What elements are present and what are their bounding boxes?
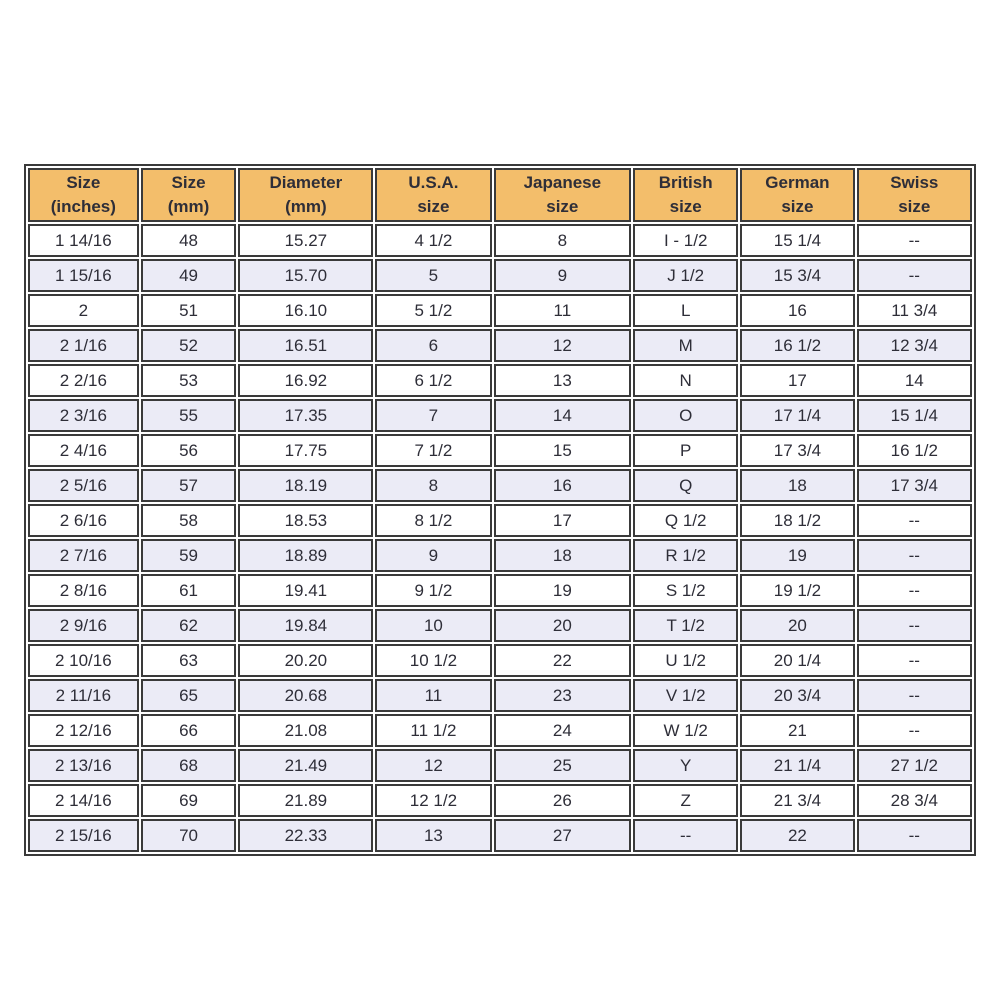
- cell-german-size: 17: [740, 364, 854, 397]
- cell-german-size: 15 1/4: [740, 224, 854, 257]
- cell-diameter-mm: 18.89: [238, 539, 373, 572]
- cell-japanese-size: 23: [494, 679, 632, 712]
- cell-size-mm: 61: [141, 574, 237, 607]
- cell-diameter-mm: 20.20: [238, 644, 373, 677]
- header-label-line1: German: [765, 173, 830, 192]
- table-row: [28, 644, 972, 677]
- cell-japanese-size: 24: [494, 714, 632, 747]
- cell-usa-size: 8 1/2: [375, 504, 491, 537]
- cell-size-mm: 63: [141, 644, 237, 677]
- cell-size-mm: 56: [141, 434, 237, 467]
- cell-german-size: 18: [740, 469, 854, 502]
- header-label-line1: Size: [66, 173, 101, 192]
- cell-size-mm: 66: [141, 714, 237, 747]
- cell-british-size: J 1/2: [633, 259, 738, 292]
- table-row: [28, 399, 972, 432]
- cell-swiss-size: --: [857, 504, 972, 537]
- header-cell-diameter-mm: [238, 168, 373, 222]
- cell-size-mm: 49: [141, 259, 237, 292]
- cell-british-size: Y: [633, 749, 738, 782]
- header-cell-japanese-size: [494, 168, 632, 222]
- cell-japanese-size: 8: [494, 224, 632, 257]
- header-row: [28, 168, 972, 222]
- cell-diameter-mm: 21.08: [238, 714, 373, 747]
- cell-diameter-mm: 18.53: [238, 504, 373, 537]
- table-row: [28, 609, 972, 642]
- table-row: [28, 714, 972, 747]
- cell-british-size: R 1/2: [633, 539, 738, 572]
- cell-usa-size: 5 1/2: [375, 294, 491, 327]
- cell-german-size: 19 1/2: [740, 574, 854, 607]
- cell-size-inches: 2 3/16: [28, 399, 139, 432]
- cell-usa-size: 9: [375, 539, 491, 572]
- cell-usa-size: 11 1/2: [375, 714, 491, 747]
- cell-diameter-mm: 20.68: [238, 679, 373, 712]
- cell-diameter-mm: 21.89: [238, 784, 373, 817]
- cell-swiss-size: 27 1/2: [857, 749, 972, 782]
- cell-size-mm: 62: [141, 609, 237, 642]
- cell-diameter-mm: 15.70: [238, 259, 373, 292]
- cell-usa-size: 4 1/2: [375, 224, 491, 257]
- table-row: [28, 329, 972, 362]
- table-row: [28, 504, 972, 537]
- cell-usa-size: 12 1/2: [375, 784, 491, 817]
- cell-diameter-mm: 17.35: [238, 399, 373, 432]
- cell-swiss-size: --: [857, 224, 972, 257]
- cell-usa-size: 13: [375, 819, 491, 852]
- cell-japanese-size: 22: [494, 644, 632, 677]
- cell-british-size: N: [633, 364, 738, 397]
- cell-german-size: 16: [740, 294, 854, 327]
- cell-german-size: 17 1/4: [740, 399, 854, 432]
- table-row: [28, 434, 972, 467]
- cell-german-size: 20 1/4: [740, 644, 854, 677]
- cell-diameter-mm: 16.51: [238, 329, 373, 362]
- cell-diameter-mm: 22.33: [238, 819, 373, 852]
- cell-size-inches: 2 12/16: [28, 714, 139, 747]
- table-body: [28, 224, 972, 852]
- cell-swiss-size: 16 1/2: [857, 434, 972, 467]
- cell-diameter-mm: 18.19: [238, 469, 373, 502]
- cell-swiss-size: 17 3/4: [857, 469, 972, 502]
- cell-german-size: 18 1/2: [740, 504, 854, 537]
- cell-japanese-size: 15: [494, 434, 632, 467]
- table-row: [28, 749, 972, 782]
- cell-size-mm: 51: [141, 294, 237, 327]
- cell-size-inches: 2 2/16: [28, 364, 139, 397]
- cell-german-size: 21: [740, 714, 854, 747]
- cell-german-size: 20 3/4: [740, 679, 854, 712]
- cell-german-size: 20: [740, 609, 854, 642]
- cell-diameter-mm: 19.84: [238, 609, 373, 642]
- cell-size-mm: 70: [141, 819, 237, 852]
- table-row: [28, 259, 972, 292]
- cell-japanese-size: 18: [494, 539, 632, 572]
- cell-british-size: U 1/2: [633, 644, 738, 677]
- header-label-line2: size: [781, 197, 814, 216]
- cell-japanese-size: 13: [494, 364, 632, 397]
- cell-japanese-size: 17: [494, 504, 632, 537]
- cell-german-size: 21 1/4: [740, 749, 854, 782]
- cell-japanese-size: 25: [494, 749, 632, 782]
- cell-swiss-size: --: [857, 574, 972, 607]
- cell-swiss-size: --: [857, 644, 972, 677]
- cell-usa-size: 7: [375, 399, 491, 432]
- cell-size-inches: 2 9/16: [28, 609, 139, 642]
- header-label-line1: Diameter: [269, 173, 343, 192]
- cell-british-size: --: [633, 819, 738, 852]
- cell-swiss-size: 12 3/4: [857, 329, 972, 362]
- header-cell-swiss-size: [857, 168, 972, 222]
- cell-diameter-mm: 15.27: [238, 224, 373, 257]
- cell-german-size: 15 3/4: [740, 259, 854, 292]
- cell-size-inches: 1 15/16: [28, 259, 139, 292]
- cell-british-size: Q: [633, 469, 738, 502]
- cell-japanese-size: 11: [494, 294, 632, 327]
- header-label-line2: (inches): [50, 197, 116, 216]
- cell-german-size: 19: [740, 539, 854, 572]
- cell-size-inches: 2 15/16: [28, 819, 139, 852]
- cell-british-size: Q 1/2: [633, 504, 738, 537]
- header-label-line1: Size: [171, 173, 206, 192]
- cell-size-inches: 2 7/16: [28, 539, 139, 572]
- table-row: [28, 539, 972, 572]
- cell-swiss-size: 28 3/4: [857, 784, 972, 817]
- cell-japanese-size: 16: [494, 469, 632, 502]
- header-label-line2: (mm): [167, 197, 210, 216]
- cell-german-size: 21 3/4: [740, 784, 854, 817]
- header-label-line2: size: [417, 197, 450, 216]
- cell-size-mm: 59: [141, 539, 237, 572]
- cell-diameter-mm: 17.75: [238, 434, 373, 467]
- cell-british-size: T 1/2: [633, 609, 738, 642]
- cell-usa-size: 10: [375, 609, 491, 642]
- cell-japanese-size: 27: [494, 819, 632, 852]
- cell-usa-size: 6: [375, 329, 491, 362]
- cell-diameter-mm: 16.10: [238, 294, 373, 327]
- cell-size-mm: 53: [141, 364, 237, 397]
- cell-size-mm: 52: [141, 329, 237, 362]
- cell-size-inches: 2 11/16: [28, 679, 139, 712]
- cell-size-inches: 2 5/16: [28, 469, 139, 502]
- cell-usa-size: 5: [375, 259, 491, 292]
- cell-swiss-size: 15 1/4: [857, 399, 972, 432]
- cell-japanese-size: 12: [494, 329, 632, 362]
- header-label-line2: size: [898, 197, 931, 216]
- table-row: [28, 224, 972, 257]
- header-label-line1: U.S.A.: [408, 173, 459, 192]
- cell-british-size: M: [633, 329, 738, 362]
- cell-british-size: V 1/2: [633, 679, 738, 712]
- header-label-line1: Japanese: [523, 173, 602, 192]
- header-label-line2: size: [669, 197, 702, 216]
- cell-british-size: I - 1/2: [633, 224, 738, 257]
- table-row: [28, 784, 972, 817]
- cell-japanese-size: 9: [494, 259, 632, 292]
- header-cell-size-inches: [28, 168, 139, 222]
- cell-german-size: 17 3/4: [740, 434, 854, 467]
- cell-swiss-size: --: [857, 714, 972, 747]
- cell-usa-size: 7 1/2: [375, 434, 491, 467]
- cell-german-size: 22: [740, 819, 854, 852]
- table-row: [28, 819, 972, 852]
- header-cell-usa-size: [375, 168, 491, 222]
- cell-british-size: Z: [633, 784, 738, 817]
- cell-british-size: W 1/2: [633, 714, 738, 747]
- cell-swiss-size: --: [857, 539, 972, 572]
- cell-size-inches: 2 13/16: [28, 749, 139, 782]
- cell-diameter-mm: 19.41: [238, 574, 373, 607]
- table-row: [28, 294, 972, 327]
- cell-japanese-size: 26: [494, 784, 632, 817]
- header-cell-german-size: [740, 168, 854, 222]
- table-row: [28, 364, 972, 397]
- cell-size-inches: 2 1/16: [28, 329, 139, 362]
- header-label-line2: size: [546, 197, 579, 216]
- cell-british-size: S 1/2: [633, 574, 738, 607]
- header-label-line1: British: [658, 173, 713, 192]
- cell-british-size: O: [633, 399, 738, 432]
- cell-swiss-size: 14: [857, 364, 972, 397]
- header-label-line1: Swiss: [890, 173, 939, 192]
- cell-size-inches: 1 14/16: [28, 224, 139, 257]
- cell-size-inches: 2 10/16: [28, 644, 139, 677]
- cell-diameter-mm: 16.92: [238, 364, 373, 397]
- cell-swiss-size: --: [857, 259, 972, 292]
- cell-size-inches: 2 8/16: [28, 574, 139, 607]
- cell-swiss-size: --: [857, 609, 972, 642]
- table-row: [28, 574, 972, 607]
- header-label-line2: (mm): [285, 197, 327, 216]
- cell-usa-size: 12: [375, 749, 491, 782]
- cell-size-mm: 58: [141, 504, 237, 537]
- cell-size-mm: 69: [141, 784, 237, 817]
- cell-japanese-size: 19: [494, 574, 632, 607]
- cell-size-inches: 2: [28, 294, 139, 327]
- cell-size-mm: 48: [141, 224, 237, 257]
- cell-size-mm: 57: [141, 469, 237, 502]
- cell-size-mm: 65: [141, 679, 237, 712]
- cell-swiss-size: --: [857, 679, 972, 712]
- cell-usa-size: 6 1/2: [375, 364, 491, 397]
- cell-british-size: P: [633, 434, 738, 467]
- cell-size-inches: 2 14/16: [28, 784, 139, 817]
- cell-swiss-size: 11 3/4: [857, 294, 972, 327]
- header-cell-size-mm: [141, 168, 237, 222]
- cell-usa-size: 11: [375, 679, 491, 712]
- ring-size-conversion-table-container: [24, 164, 976, 856]
- table-row: [28, 679, 972, 712]
- cell-japanese-size: 20: [494, 609, 632, 642]
- cell-diameter-mm: 21.49: [238, 749, 373, 782]
- cell-british-size: L: [633, 294, 738, 327]
- ring-size-conversion-table: [24, 164, 976, 856]
- cell-japanese-size: 14: [494, 399, 632, 432]
- cell-usa-size: 8: [375, 469, 491, 502]
- cell-usa-size: 9 1/2: [375, 574, 491, 607]
- cell-size-mm: 68: [141, 749, 237, 782]
- cell-size-inches: 2 4/16: [28, 434, 139, 467]
- cell-size-inches: 2 6/16: [28, 504, 139, 537]
- table-row: [28, 469, 972, 502]
- cell-size-mm: 55: [141, 399, 237, 432]
- header-cell-british-size: [633, 168, 738, 222]
- cell-usa-size: 10 1/2: [375, 644, 491, 677]
- cell-german-size: 16 1/2: [740, 329, 854, 362]
- cell-swiss-size: --: [857, 819, 972, 852]
